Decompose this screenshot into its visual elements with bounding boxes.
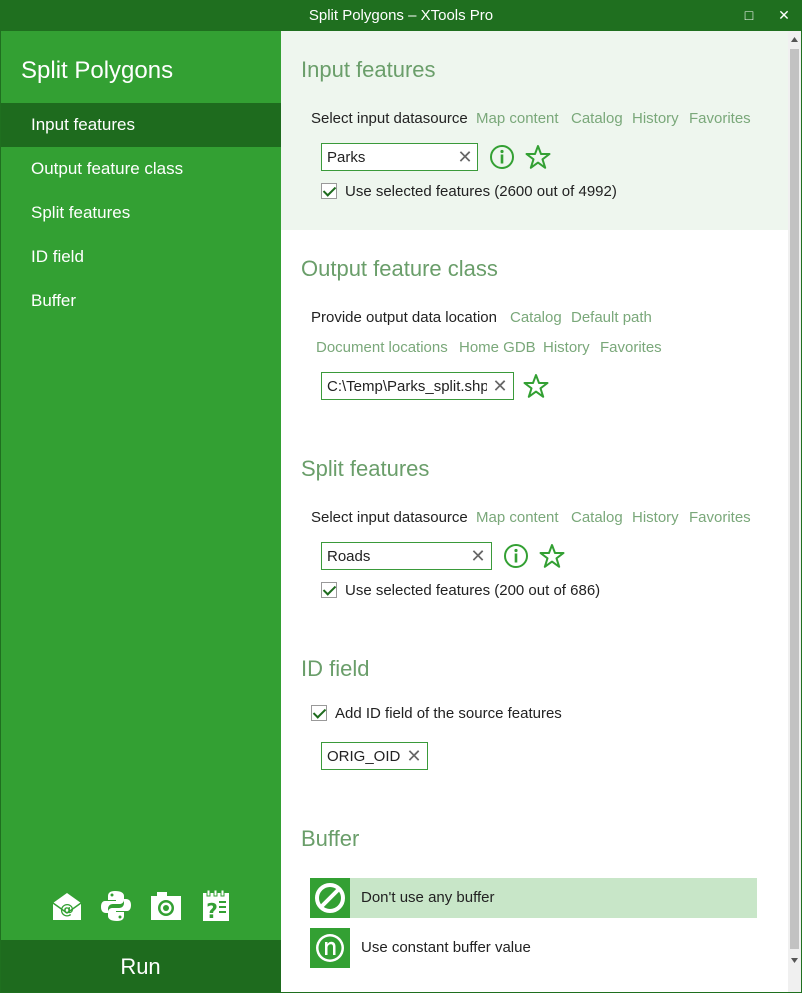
select-datasource-label: Select input datasource (311, 110, 468, 127)
input-features-title: Input features (301, 57, 436, 82)
svg-text:@: @ (60, 902, 74, 918)
sidebar-item-split-features[interactable]: Split features (31, 203, 131, 222)
input-link-favorites[interactable]: Favorites (689, 110, 751, 127)
title-bar (0, 0, 802, 31)
split-link-catalog[interactable]: Catalog (571, 509, 623, 526)
output-link-favorites[interactable]: Favorites (600, 339, 662, 356)
sidebar-title: Split Polygons (21, 57, 174, 84)
clear-icon[interactable]: ✕ (470, 546, 486, 566)
output-link-document-locations[interactable]: Document locations (316, 339, 448, 356)
restore-button[interactable]: □ (744, 7, 754, 23)
provide-location-label: Provide output data location (311, 309, 497, 326)
output-link-history[interactable]: History (543, 339, 590, 356)
use-selected-input-label: Use selected features (2600 out of 4992) (345, 183, 617, 200)
window-title: Split Polygons – XTools Pro (308, 7, 494, 24)
run-button[interactable]: Run (0, 940, 281, 993)
select-split-datasource-label: Select input datasource (311, 509, 468, 526)
clear-icon[interactable]: ✕ (492, 376, 508, 396)
sidebar-item-id-field[interactable]: ID field (31, 247, 84, 266)
sidebar-item-output-feature-class[interactable]: Output feature class (31, 159, 184, 178)
output-link-catalog[interactable]: Catalog (510, 309, 562, 326)
input-link-history[interactable]: History (632, 110, 679, 127)
buffer-option-none-label: Don't use any buffer (361, 889, 495, 906)
id-field-title: ID field (301, 656, 370, 681)
sidebar-item-input-features[interactable]: Input features (0, 103, 281, 147)
input-link-map-content[interactable]: Map content (476, 110, 559, 127)
sidebar-item-buffer[interactable]: Buffer (31, 291, 77, 310)
buffer-title: Buffer (301, 826, 360, 851)
close-button[interactable]: ✕ (778, 7, 790, 23)
split-features-title: Split features (301, 456, 430, 481)
split-link-map-content[interactable]: Map content (476, 509, 559, 526)
use-selected-split-label: Use selected features (200 out of 686) (345, 582, 601, 599)
output-feature-class-title: Output feature class (301, 256, 498, 281)
clear-icon[interactable]: ✕ (457, 147, 473, 167)
buffer-option-constant-label: Use constant buffer value (361, 939, 531, 956)
output-link-default-path[interactable]: Default path (571, 309, 652, 326)
input-link-catalog[interactable]: Catalog (571, 110, 623, 127)
split-link-history[interactable]: History (632, 509, 679, 526)
add-id-field-label: Add ID field of the source features (335, 705, 562, 722)
split-link-favorites[interactable]: Favorites (689, 509, 751, 526)
svg-text:?: ? (206, 899, 218, 923)
clear-icon[interactable]: ✕ (406, 746, 422, 766)
window-frame (0, 31, 802, 993)
output-link-home-gdb[interactable]: Home GDB (459, 339, 536, 356)
